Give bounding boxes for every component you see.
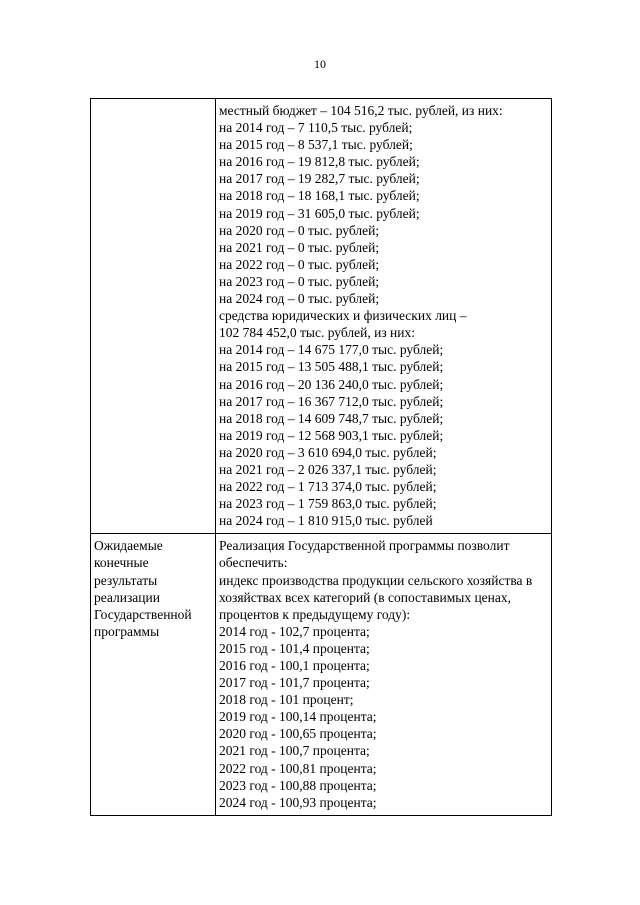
text-line: индекс производства продукции сельского хозяйства в — [219, 572, 533, 588]
text-line: на 2024 год – 1 810 915,0 тыс. рублей — [219, 513, 433, 529]
text-line: 2014 год - 102,7 процента; — [219, 623, 370, 639]
text-line: 2021 год - 100,7 процента; — [219, 743, 370, 759]
text-line: процентов к предыдущему году): — [219, 606, 411, 622]
table-row — [91, 99, 552, 534]
text-line: 2016 год - 100,1 процента; — [219, 658, 370, 673]
text-line: хозяйствах всех категорий (в сопоставимых ценах, — [219, 589, 512, 605]
text-line: на 2014 год – 14 675 177,0 тыс. рублей; — [219, 342, 444, 358]
text-line: на 2020 год – 3 610 694,0 тыс. рублей; — [219, 444, 437, 460]
text-line: 2023 год - 100,88 процента; — [219, 777, 377, 793]
text-line: 2017 год - 101,7 процента; — [219, 675, 370, 691]
text-line: 2024 год - 100,93 процента; — [219, 794, 377, 810]
text-line: 2018 год - 101 процент; — [219, 692, 354, 708]
row-label-cell — [91, 534, 216, 816]
label-line: реализации — [94, 589, 160, 605]
text-line: на 2018 год – 18 168,1 тыс. рублей; — [219, 188, 420, 204]
text-line: на 2018 год – 14 609 748,7 тыс. рублей; — [219, 410, 444, 426]
text-line: 2015 год - 101,4 процента; — [219, 640, 370, 656]
program-passport-table — [90, 98, 552, 816]
text-line: 2022 год - 100,81 процента; — [219, 760, 377, 776]
text-line: местный бюджет – 104 516,2 тыс. рублей, из них: — [219, 103, 503, 118]
text-line: на 2019 год – 31 605,0 тыс. рублей; — [219, 205, 420, 221]
text-line: на 2022 год – 0 тыс. рублей; — [219, 256, 380, 272]
text-line: на 2019 год – 12 568 903,1 тыс. рублей; — [219, 427, 444, 443]
text-line: обеспечить: — [219, 555, 288, 571]
label-line: Государственной — [94, 606, 192, 622]
table-row — [91, 534, 552, 816]
text-line: на 2022 год – 1 713 374,0 тыс. рублей; — [219, 479, 437, 495]
text-line: на 2021 год – 2 026 337,1 тыс. рублей; — [219, 461, 437, 477]
text-line: на 2017 год – 19 282,7 тыс. рублей; — [219, 171, 420, 187]
text-line: на 2014 год – 7 110,5 тыс. рублей; — [219, 120, 413, 136]
label-line: программы — [94, 623, 160, 639]
text-line: на 2020 год – 0 тыс. рублей; — [219, 222, 380, 238]
text-line: на 2021 год – 0 тыс. рублей; — [219, 239, 380, 255]
text-line: средства юридических и физических лиц – — [219, 308, 467, 324]
text-line: 2019 год - 100,14 процента; — [219, 709, 377, 725]
label-line: Ожидаемые — [94, 538, 163, 554]
text-line: на 2017 год – 16 367 712,0 тыс. рублей; — [219, 393, 444, 409]
row-label-cell — [91, 99, 216, 534]
text-line: на 2015 год – 13 505 488,1 тыс. рублей; — [219, 359, 444, 375]
text-line: на 2015 год – 8 537,1 тыс. рублей; — [219, 137, 413, 153]
text-line: Реализация Государственной программы позволит — [219, 538, 510, 554]
text-line: 102 784 452,0 тыс. рублей, из них: — [219, 325, 415, 341]
expected-results-cell — [216, 534, 552, 816]
label-line: результаты — [94, 572, 158, 588]
label-line: конечные — [94, 555, 149, 571]
funding-cell — [216, 99, 552, 534]
text-line: на 2024 год – 0 тыс. рублей; — [219, 291, 380, 307]
text-line: на 2023 год – 0 тыс. рублей; — [219, 273, 380, 289]
text-line: на 2016 год – 19 812,8 тыс. рублей; — [219, 154, 420, 170]
text-line: на 2016 год – 20 136 240,0 тыс. рублей; — [219, 376, 444, 392]
text-line: на 2023 год – 1 759 863,0 тыс. рублей; — [219, 496, 437, 512]
page-number: 10 — [314, 57, 326, 71]
text-line: 2020 год - 100,65 процента; — [219, 726, 377, 742]
